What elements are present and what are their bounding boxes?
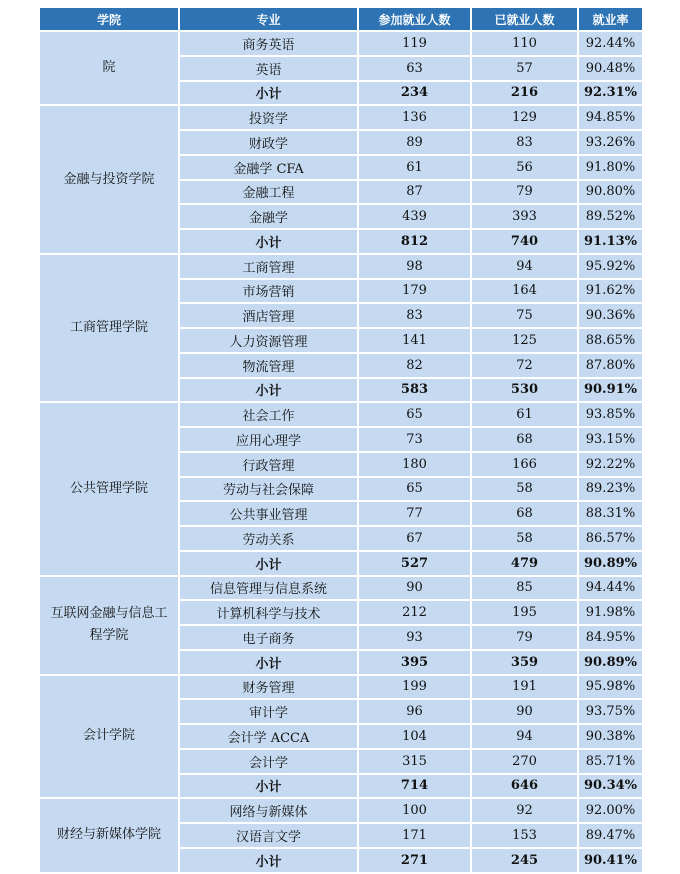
table-row bbox=[40, 799, 642, 822]
rate-cell: 88.65% bbox=[579, 329, 642, 352]
subtotal-participants: 234 bbox=[359, 82, 470, 105]
subtotal-employed: 216 bbox=[472, 82, 577, 105]
rate-cell: 95.92% bbox=[579, 255, 642, 278]
participants-cell: 199 bbox=[359, 676, 470, 699]
employed-cell: 90 bbox=[472, 700, 577, 723]
participants-cell: 61 bbox=[359, 156, 470, 179]
participants-cell: 96 bbox=[359, 700, 470, 723]
major-cell: 汉语言文学 bbox=[180, 824, 357, 847]
subtotal-employed: 479 bbox=[472, 552, 577, 575]
subtotal-participants: 812 bbox=[359, 230, 470, 253]
major-cell: 应用心理学 bbox=[180, 428, 357, 451]
employed-cell: 61 bbox=[472, 403, 577, 426]
subtotal-participants: 714 bbox=[359, 775, 470, 798]
employed-cell: 72 bbox=[472, 354, 577, 377]
table-row bbox=[40, 403, 642, 426]
employed-cell: 125 bbox=[472, 329, 577, 352]
major-cell: 会计学 bbox=[180, 750, 357, 773]
rate-cell: 89.23% bbox=[579, 478, 642, 501]
rate-cell: 89.47% bbox=[579, 824, 642, 847]
employed-cell: 195 bbox=[472, 601, 577, 624]
major-cell: 物流管理 bbox=[180, 354, 357, 377]
rate-cell: 95.98% bbox=[579, 676, 642, 699]
rate-cell: 93.15% bbox=[579, 428, 642, 451]
employed-cell: 92 bbox=[472, 799, 577, 822]
participants-cell: 100 bbox=[359, 799, 470, 822]
subtotal-label: 小计 bbox=[180, 775, 357, 798]
subtotal-employed: 245 bbox=[472, 849, 577, 872]
rate-cell: 90.80% bbox=[579, 181, 642, 204]
rate-cell: 88.31% bbox=[579, 502, 642, 525]
participants-cell: 171 bbox=[359, 824, 470, 847]
rate-cell: 90.36% bbox=[579, 304, 642, 327]
rate-cell: 85.71% bbox=[579, 750, 642, 773]
subtotal-employed: 646 bbox=[472, 775, 577, 798]
participants-cell: 104 bbox=[359, 725, 470, 748]
employed-cell: 85 bbox=[472, 577, 577, 600]
header-participants: 参加就业人数 bbox=[359, 8, 470, 30]
header-employed: 已就业人数 bbox=[472, 8, 577, 30]
rate-cell: 94.44% bbox=[579, 577, 642, 600]
header-college: 学院 bbox=[40, 8, 178, 30]
participants-cell: 180 bbox=[359, 453, 470, 476]
participants-cell: 90 bbox=[359, 577, 470, 600]
employed-cell: 166 bbox=[472, 453, 577, 476]
college-name: 院 bbox=[40, 32, 178, 104]
participants-cell: 141 bbox=[359, 329, 470, 352]
subtotal-rate: 90.89% bbox=[579, 651, 642, 674]
table-row bbox=[40, 577, 642, 600]
participants-cell: 87 bbox=[359, 181, 470, 204]
subtotal-employed: 359 bbox=[472, 651, 577, 674]
rate-cell: 92.00% bbox=[579, 799, 642, 822]
major-cell: 网络与新媒体 bbox=[180, 799, 357, 822]
employed-cell: 393 bbox=[472, 205, 577, 228]
subtotal-rate: 90.34% bbox=[579, 775, 642, 798]
employed-cell: 94 bbox=[472, 725, 577, 748]
college-name: 公共管理学院 bbox=[40, 403, 178, 574]
subtotal-rate: 90.41% bbox=[579, 849, 642, 872]
major-cell: 劳动与社会保障 bbox=[180, 478, 357, 501]
college-name: 金融与投资学院 bbox=[40, 106, 178, 253]
major-cell: 计算机科学与技术 bbox=[180, 601, 357, 624]
subtotal-participants: 271 bbox=[359, 849, 470, 872]
major-cell: 公共事业管理 bbox=[180, 502, 357, 525]
employed-cell: 83 bbox=[472, 131, 577, 154]
participants-cell: 119 bbox=[359, 32, 470, 55]
participants-cell: 315 bbox=[359, 750, 470, 773]
subtotal-label: 小计 bbox=[180, 651, 357, 674]
header-rate: 就业率 bbox=[579, 8, 642, 30]
employed-cell: 79 bbox=[472, 181, 577, 204]
employed-cell: 110 bbox=[472, 32, 577, 55]
major-cell: 社会工作 bbox=[180, 403, 357, 426]
rate-cell: 93.85% bbox=[579, 403, 642, 426]
header-major: 专业 bbox=[180, 8, 357, 30]
major-cell: 工商管理 bbox=[180, 255, 357, 278]
college-name: 工商管理学院 bbox=[40, 255, 178, 402]
subtotal-label: 小计 bbox=[180, 552, 357, 575]
rate-cell: 91.98% bbox=[579, 601, 642, 624]
employment-table bbox=[38, 6, 644, 874]
rate-cell: 92.22% bbox=[579, 453, 642, 476]
table-body bbox=[40, 32, 642, 872]
employed-cell: 164 bbox=[472, 280, 577, 303]
rate-cell: 90.48% bbox=[579, 57, 642, 80]
college-name: 会计学院 bbox=[40, 676, 178, 798]
table-row bbox=[40, 32, 642, 55]
participants-cell: 73 bbox=[359, 428, 470, 451]
rate-cell: 91.62% bbox=[579, 280, 642, 303]
major-cell: 劳动关系 bbox=[180, 527, 357, 550]
employed-cell: 68 bbox=[472, 502, 577, 525]
major-cell: 审计学 bbox=[180, 700, 357, 723]
employed-cell: 79 bbox=[472, 626, 577, 649]
rate-cell: 86.57% bbox=[579, 527, 642, 550]
major-cell: 市场营销 bbox=[180, 280, 357, 303]
employed-cell: 57 bbox=[472, 57, 577, 80]
rate-cell: 92.44% bbox=[579, 32, 642, 55]
participants-cell: 439 bbox=[359, 205, 470, 228]
employed-cell: 75 bbox=[472, 304, 577, 327]
subtotal-rate: 91.13% bbox=[579, 230, 642, 253]
employed-cell: 270 bbox=[472, 750, 577, 773]
major-cell: 金融工程 bbox=[180, 181, 357, 204]
major-cell: 电子商务 bbox=[180, 626, 357, 649]
participants-cell: 83 bbox=[359, 304, 470, 327]
subtotal-rate: 90.89% bbox=[579, 552, 642, 575]
table-row bbox=[40, 106, 642, 129]
college-name: 互联网金融与信息工程学院 bbox=[40, 577, 178, 674]
major-cell: 信息管理与信息系统 bbox=[180, 577, 357, 600]
college-name: 财经与新媒体学院 bbox=[40, 799, 178, 871]
employed-cell: 68 bbox=[472, 428, 577, 451]
rate-cell: 89.52% bbox=[579, 205, 642, 228]
header-row bbox=[40, 8, 642, 30]
rate-cell: 90.38% bbox=[579, 725, 642, 748]
participants-cell: 67 bbox=[359, 527, 470, 550]
participants-cell: 65 bbox=[359, 403, 470, 426]
subtotal-rate: 90.91% bbox=[579, 379, 642, 402]
subtotal-participants: 527 bbox=[359, 552, 470, 575]
rate-cell: 93.26% bbox=[579, 131, 642, 154]
participants-cell: 212 bbox=[359, 601, 470, 624]
employed-cell: 129 bbox=[472, 106, 577, 129]
rate-cell: 84.95% bbox=[579, 626, 642, 649]
employed-cell: 58 bbox=[472, 527, 577, 550]
participants-cell: 63 bbox=[359, 57, 470, 80]
participants-cell: 65 bbox=[359, 478, 470, 501]
major-cell: 行政管理 bbox=[180, 453, 357, 476]
subtotal-label: 小计 bbox=[180, 849, 357, 872]
employed-cell: 94 bbox=[472, 255, 577, 278]
rate-cell: 94.85% bbox=[579, 106, 642, 129]
major-cell: 投资学 bbox=[180, 106, 357, 129]
participants-cell: 77 bbox=[359, 502, 470, 525]
subtotal-label: 小计 bbox=[180, 82, 357, 105]
major-cell: 英语 bbox=[180, 57, 357, 80]
major-cell: 财务管理 bbox=[180, 676, 357, 699]
rate-cell: 93.75% bbox=[579, 700, 642, 723]
employed-cell: 58 bbox=[472, 478, 577, 501]
subtotal-label: 小计 bbox=[180, 230, 357, 253]
table-row bbox=[40, 255, 642, 278]
major-cell: 金融学 CFA bbox=[180, 156, 357, 179]
subtotal-participants: 583 bbox=[359, 379, 470, 402]
subtotal-rate: 92.31% bbox=[579, 82, 642, 105]
subtotal-employed: 530 bbox=[472, 379, 577, 402]
major-cell: 人力资源管理 bbox=[180, 329, 357, 352]
participants-cell: 136 bbox=[359, 106, 470, 129]
participants-cell: 93 bbox=[359, 626, 470, 649]
participants-cell: 179 bbox=[359, 280, 470, 303]
participants-cell: 82 bbox=[359, 354, 470, 377]
major-cell: 会计学 ACCA bbox=[180, 725, 357, 748]
major-cell: 酒店管理 bbox=[180, 304, 357, 327]
employed-cell: 191 bbox=[472, 676, 577, 699]
employed-cell: 153 bbox=[472, 824, 577, 847]
subtotal-participants: 395 bbox=[359, 651, 470, 674]
major-cell: 财政学 bbox=[180, 131, 357, 154]
major-cell: 商务英语 bbox=[180, 32, 357, 55]
participants-cell: 89 bbox=[359, 131, 470, 154]
subtotal-employed: 740 bbox=[472, 230, 577, 253]
table-row bbox=[40, 676, 642, 699]
rate-cell: 87.80% bbox=[579, 354, 642, 377]
subtotal-label: 小计 bbox=[180, 379, 357, 402]
participants-cell: 98 bbox=[359, 255, 470, 278]
employed-cell: 56 bbox=[472, 156, 577, 179]
rate-cell: 91.80% bbox=[579, 156, 642, 179]
major-cell: 金融学 bbox=[180, 205, 357, 228]
